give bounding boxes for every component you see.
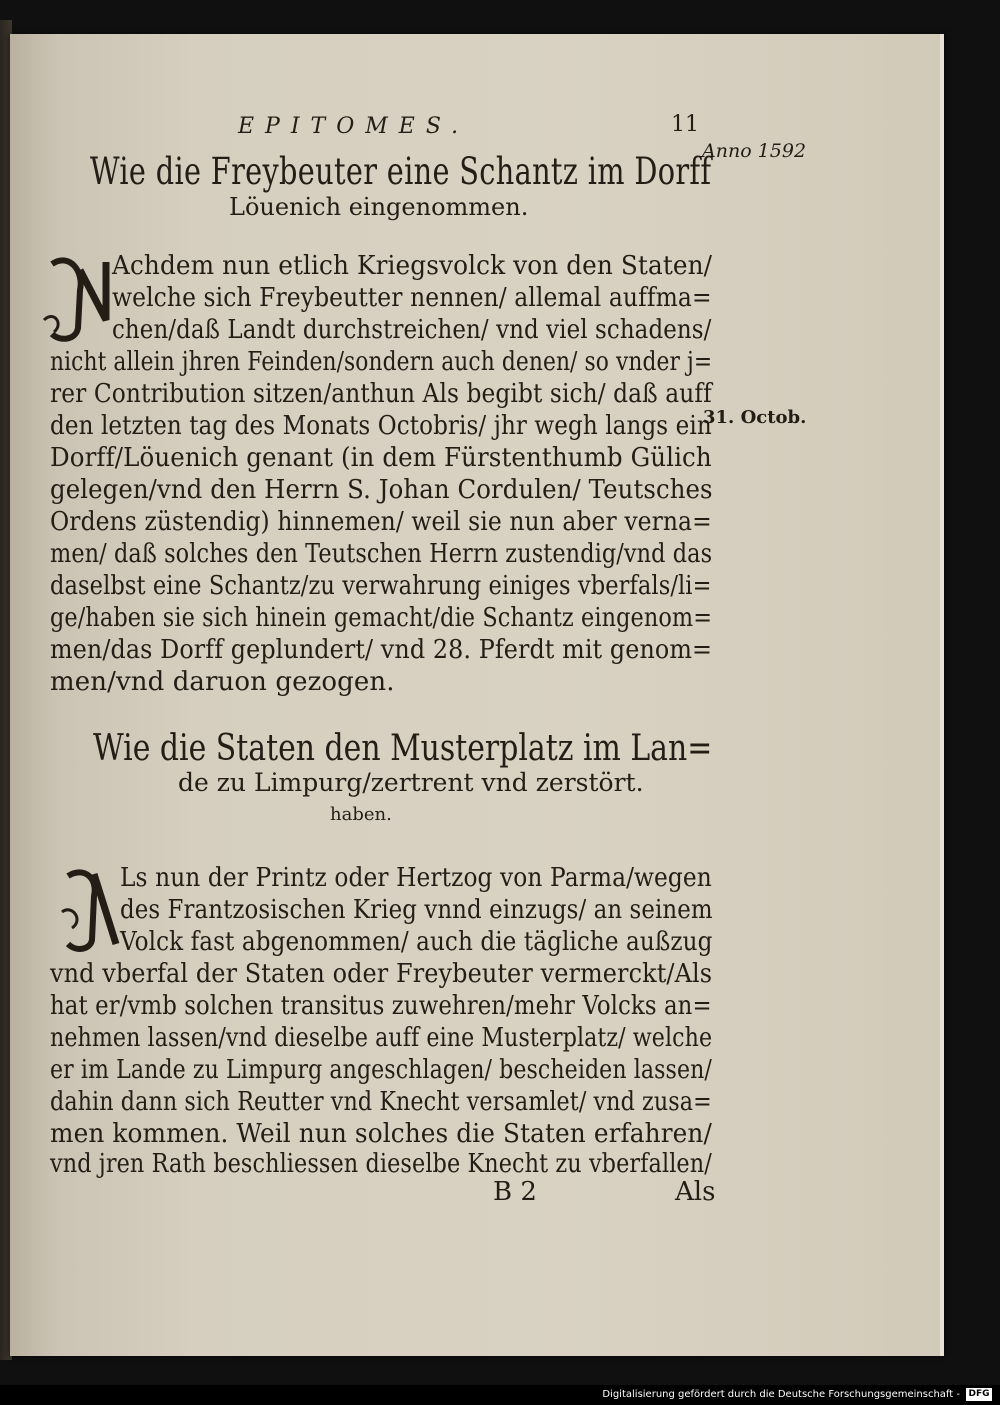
dfg-logo: DFG bbox=[966, 1388, 992, 1401]
section1-heading: Wie die Freybeuter eine Schantz im Dorff bbox=[90, 150, 712, 193]
section2-subheading-end: haben. bbox=[330, 804, 392, 825]
section1-line: Ordens züstendig) hinnemen/ weil sie nun aber verna= bbox=[50, 507, 712, 537]
section1-line: ge/haben sie sich hinein gemacht/die Schantz eingenom= bbox=[50, 603, 713, 633]
section1-line: den letzten tag des Monats Octobris/ jhr wegh langs ein bbox=[50, 411, 712, 441]
section1-line: welche sich Freybeutter nennen/ allemal auffma= bbox=[112, 283, 712, 313]
margin-note-date: 31. Octob. bbox=[703, 407, 807, 428]
section1-subheading: Löuenich eingenommen. bbox=[229, 193, 529, 221]
signature-mark: B 2 bbox=[493, 1177, 537, 1207]
section2-line: vnd jren Rath beschliessen dieselbe Knecht zu vberfallen/ bbox=[50, 1149, 712, 1179]
section1-line: rer Contribution sitzen/anthun Als begibt sich/ daß auff bbox=[50, 379, 712, 409]
section1-line: daselbst eine Schantz/zu verwahrung einiges vberfals/li= bbox=[50, 571, 712, 601]
section2-line: Volck fast abgenommen/ auch die tägliche außzug bbox=[120, 927, 713, 957]
section2-subheading: de zu Limpurg/zertrent vnd zerstört. bbox=[178, 768, 644, 797]
section2-line: nehmen lassen/vnd dieselbe auff eine Musterplatz/ welche bbox=[50, 1023, 713, 1053]
section1-line: nicht allein jhren Feinden/sondern auch denen/ so vnder j= bbox=[50, 347, 713, 377]
catchword: Als bbox=[675, 1177, 716, 1207]
section2-line: des Frantzosischen Krieg vnnd einzugs/ an seinem bbox=[120, 895, 713, 925]
section2-line: men kommen. Weil nun solches die Staten erfahren/ bbox=[50, 1119, 712, 1149]
section2-line: Ls nun der Printz oder Hertzog von Parma/wegen bbox=[120, 863, 712, 893]
decorated-initial-a-icon bbox=[58, 860, 124, 956]
section2-heading: Wie die Staten den Musterplatz im Lan= bbox=[93, 728, 713, 769]
section1-line: men/ daß solches den Teutschen Herrn zustendig/vnd das bbox=[50, 539, 713, 569]
section2-line: vnd vberfal der Staten oder Freybeuter vermerckt/Als bbox=[50, 959, 713, 989]
decorated-initial-n-icon bbox=[40, 250, 120, 346]
section1-line: Dorff/Löuenich genant (in dem Fürstenthumb Gülich bbox=[50, 443, 712, 473]
section1-line: Achdem nun etlich Kriegsvolck von den Staten/ bbox=[112, 251, 713, 281]
running-head: EPITOMES. bbox=[238, 114, 470, 139]
section1-line: chen/daß Landt durchstreichen/ vnd viel schadens/ bbox=[112, 315, 712, 345]
margin-note-year: Anno 1592 bbox=[702, 140, 807, 162]
section2-line: hat er/vmb solchen transitus zuwehren/mehr Volcks an= bbox=[50, 991, 712, 1021]
funding-credit: Digitalisierung gefördert durch die Deutsche Forschungsgemeinschaft - bbox=[602, 1389, 960, 1400]
section1-line: men/vnd daruon gezogen. bbox=[50, 667, 395, 697]
section1-line: men/das Dorff geplundert/ vnd 28. Pferdt mit genom= bbox=[50, 635, 713, 665]
section2-line: dahin dann sich Reutter vnd Knecht versamlet/ vnd zusa= bbox=[50, 1087, 712, 1117]
section1-line: gelegen/vnd den Herrn S. Johan Cordulen/ Teutsches bbox=[50, 475, 713, 505]
page-number: 11 bbox=[671, 112, 699, 137]
page-edge bbox=[940, 34, 944, 1356]
section2-line: er im Lande zu Limpurg angeschlagen/ bescheiden lassen/ bbox=[50, 1055, 712, 1085]
